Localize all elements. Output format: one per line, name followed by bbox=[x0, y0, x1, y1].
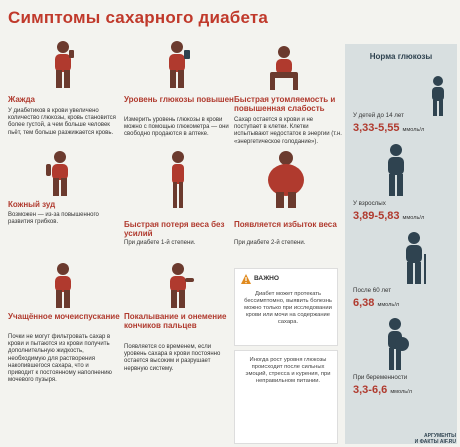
scratching-person-icon bbox=[42, 150, 78, 196]
symptom-title: Жажда bbox=[8, 95, 35, 104]
glucose-group-label: У взрослых bbox=[353, 200, 386, 207]
overweight-person-icon bbox=[262, 150, 310, 210]
person-with-glucometer-icon bbox=[162, 40, 194, 90]
symptom-title: Покалывание и онемение кончиков пальцев bbox=[124, 312, 227, 330]
page-title: Симптомы сахарного диабета bbox=[8, 8, 269, 27]
source-logo: АРГУМЕНТЫ И ФАКТЫ AIF.RU bbox=[414, 433, 456, 445]
symptom-title: Быстрая потеря веса без усилий bbox=[124, 220, 225, 238]
person-hand-numbness-icon bbox=[160, 262, 196, 308]
note-text: Иногда рост уровня глюкозы происходит после сильных эмоций, стресса и курения, при неправильном питании. bbox=[245, 357, 331, 384]
symptom-title: Быстрая утомляемость и повышенная слабость bbox=[234, 95, 336, 113]
glucose-group-value: 3,3-6,6 ммоль/л bbox=[353, 384, 412, 396]
symptom-text: Появляется со временем, если уровень сахара в крови постоянно остается высоким и разрушает нервную систему. bbox=[124, 344, 221, 372]
important-text: Диабет может протекать бессимптомно, выявить болезнь можно только при исследовании крови или мочи на содержание сахара. bbox=[244, 291, 332, 325]
glucose-group-value: 3,89-5,83 ммоль/л bbox=[353, 210, 425, 222]
pregnant-woman-icon bbox=[383, 318, 411, 370]
tired-sitting-person-icon bbox=[264, 44, 304, 90]
stress-note bbox=[234, 350, 338, 444]
glucose-group-value: 3,33-5,55 ммоль/л bbox=[353, 122, 425, 134]
glucose-group-value: 6,38 ммоль/л bbox=[353, 297, 400, 309]
thin-person-icon bbox=[164, 150, 192, 210]
symptom-text: Возможен — из-за повышенного развития грибков. bbox=[8, 212, 99, 226]
glucose-norm-panel bbox=[345, 44, 457, 444]
glucose-group-label: При беременности bbox=[353, 374, 408, 381]
symptom-text: Измерить уровень глюкозы в крови можно с помощью глюкометра — они свободно продаются в аптеке. bbox=[124, 117, 229, 138]
glucose-norm-title: Норма глюкозы bbox=[369, 52, 433, 61]
symptom-title: Уровень глюкозы повышен bbox=[124, 95, 234, 104]
important-heading: ВАЖНО bbox=[254, 275, 280, 282]
symptom-text: У диабетиков в крови увеличено количество глюкозы, кровь становится более густой, а чем больше человек пьёт, тем больше разжижается кровь. bbox=[8, 108, 116, 136]
symptom-text: Сахар остается в крови и не поступает в клетки. Клетки испытывают недостаток в энергии (т.н. «энергетическое голодание»). bbox=[234, 117, 342, 145]
symptom-text: Почки не могут фильтровать сахар в крови и пытаются из крови получить дополнительную жидкость, необходимую для растворения накопившегося сахара, что и приводит к постоянному наполнению мочевого пузыря. bbox=[8, 334, 112, 384]
child-icon bbox=[429, 76, 447, 116]
adult-icon bbox=[385, 144, 407, 196]
symptom-title: Кожный зуд bbox=[8, 200, 56, 209]
symptom-text: При диабете 1-й степени. bbox=[124, 240, 196, 246]
symptom-text: При диабете 2-й степени. bbox=[234, 240, 306, 246]
drinking-person-icon bbox=[48, 40, 80, 90]
urinating-person-icon bbox=[48, 262, 78, 308]
glucose-group-label: После 60 лет bbox=[353, 287, 392, 294]
symptom-title: Учащённое мочеиспускание bbox=[8, 312, 120, 321]
important-notice bbox=[234, 268, 338, 346]
elderly-person-icon bbox=[403, 232, 429, 284]
glucose-group-label: У детей до 14 лет bbox=[353, 112, 404, 119]
warning-icon bbox=[241, 274, 251, 284]
symptom-title: Появляется избыток веса bbox=[234, 220, 337, 229]
